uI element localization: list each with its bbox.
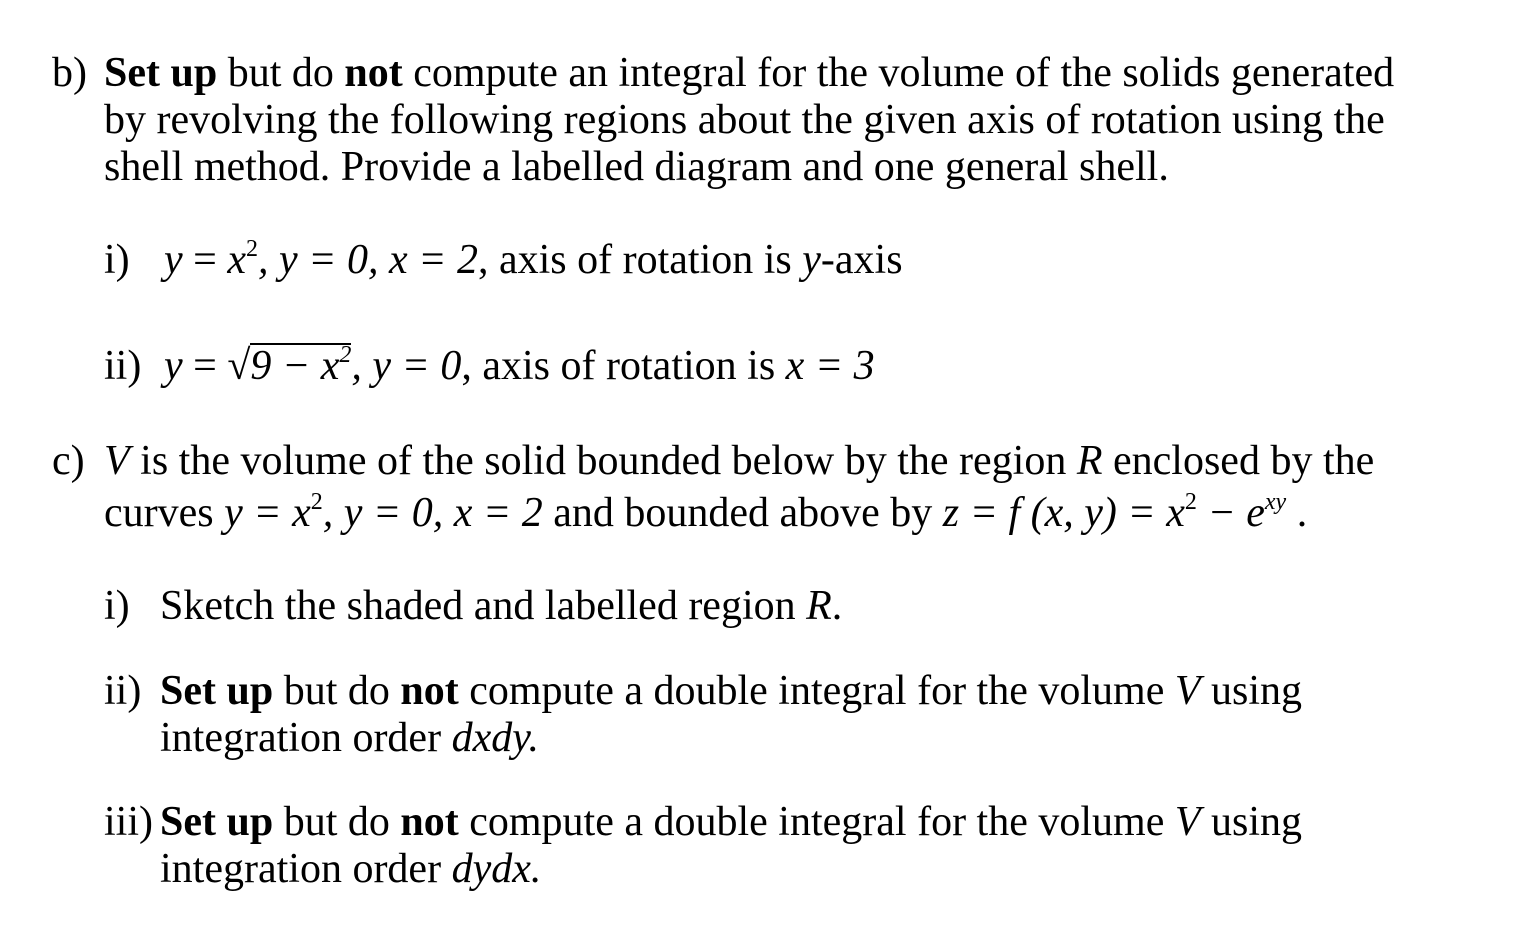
- part-b-ii-expression: [164, 343, 875, 390]
- math-expr: z = f (x, y) = x: [942, 490, 1185, 536]
- not-bold: not: [400, 668, 459, 714]
- radicand: [250, 342, 352, 389]
- math-var: x: [227, 237, 246, 283]
- part-b-label: b): [52, 50, 87, 96]
- exponent: 2: [310, 489, 323, 515]
- text-span: compute a double integral for the volume: [458, 799, 1175, 845]
- math-eq: =: [182, 237, 228, 283]
- math-eq: =: [182, 343, 228, 389]
- region-var: R: [806, 583, 832, 629]
- part-c-iii-line-1: [160, 799, 1302, 846]
- not-bold: not: [344, 50, 403, 96]
- text-span: but do: [217, 50, 345, 96]
- text-span: compute a double integral for the volume: [458, 668, 1175, 714]
- volume-var: V: [104, 438, 130, 484]
- part-c-ii-line-2: [160, 715, 539, 762]
- math-expr: y = x: [224, 490, 311, 536]
- text-span: integration order: [160, 846, 452, 892]
- part-b-i-expression: [164, 237, 903, 284]
- part-c-line-1: [104, 438, 1374, 485]
- axis-expr: x = 3: [785, 343, 875, 389]
- text-span: , axis of rotation is: [461, 343, 786, 389]
- math-rest: , y = 0: [351, 343, 462, 389]
- text-span: curves: [104, 490, 225, 536]
- set-up-bold: Set up: [160, 799, 274, 845]
- part-c-line-2: [104, 490, 1307, 537]
- axis-var: y: [802, 237, 821, 283]
- part-c-iii-label: iii): [104, 799, 153, 845]
- math-expr: , y = 0, x = 2: [322, 490, 543, 536]
- volume-var: V: [1174, 668, 1201, 714]
- part-c-label: c): [52, 438, 85, 484]
- text-span: .: [831, 583, 843, 629]
- text-span: -axis: [820, 237, 903, 283]
- math-expr: − e: [1196, 490, 1265, 536]
- text-span: using: [1200, 799, 1303, 845]
- math-var: y: [164, 237, 183, 283]
- text-span: Sketch the shaded and labelled region: [160, 583, 807, 629]
- text-span: .: [1286, 490, 1308, 536]
- text-span: is the volume of the solid bounded below by the region: [129, 438, 1077, 484]
- exponent: 2: [246, 236, 258, 262]
- not-bold: not: [400, 799, 459, 845]
- part-b-i-label: i): [104, 237, 130, 283]
- integration-order: dydx.: [451, 846, 542, 892]
- set-up-bold: Set up: [104, 50, 218, 96]
- math-rest: , y = 0, x = 2: [258, 237, 478, 283]
- radical-sign: √: [227, 343, 251, 389]
- set-up-bold: Set up: [160, 668, 274, 714]
- exponent: 2: [1184, 489, 1197, 515]
- volume-var: V: [1174, 799, 1201, 845]
- text-span: , axis of rotation is: [477, 237, 803, 283]
- text-span: compute an integral for the volume of the solids generated: [402, 50, 1395, 96]
- integration-order: dxdy.: [451, 715, 540, 761]
- text-span: and bounded above by: [542, 490, 943, 536]
- text-span: using: [1200, 668, 1303, 714]
- exponent: xy: [1264, 489, 1287, 515]
- part-c-i-label: i): [104, 583, 130, 629]
- part-b-line-3: shell method. Provide a labelled diagram and one general shell.: [104, 144, 1169, 190]
- part-b-line-2: by revolving the following regions about the given axis of rotation using the: [104, 97, 1385, 143]
- exponent: 2: [339, 342, 352, 368]
- text-span: but do: [273, 799, 401, 845]
- part-c-i-text: [160, 583, 842, 630]
- part-b-line-1: [104, 50, 1394, 97]
- text-span: integration order: [160, 715, 452, 761]
- part-c-ii-label: ii): [104, 668, 142, 714]
- text-span: enclosed by the: [1102, 438, 1375, 484]
- part-b-ii-label: ii): [104, 343, 142, 389]
- text-span: but do: [273, 668, 401, 714]
- part-c-ii-line-1: [160, 668, 1302, 715]
- math-var: y: [164, 343, 183, 389]
- part-c-iii-line-2: [160, 846, 541, 893]
- region-var: R: [1076, 438, 1103, 484]
- radicand-text: 9 − x: [250, 343, 340, 389]
